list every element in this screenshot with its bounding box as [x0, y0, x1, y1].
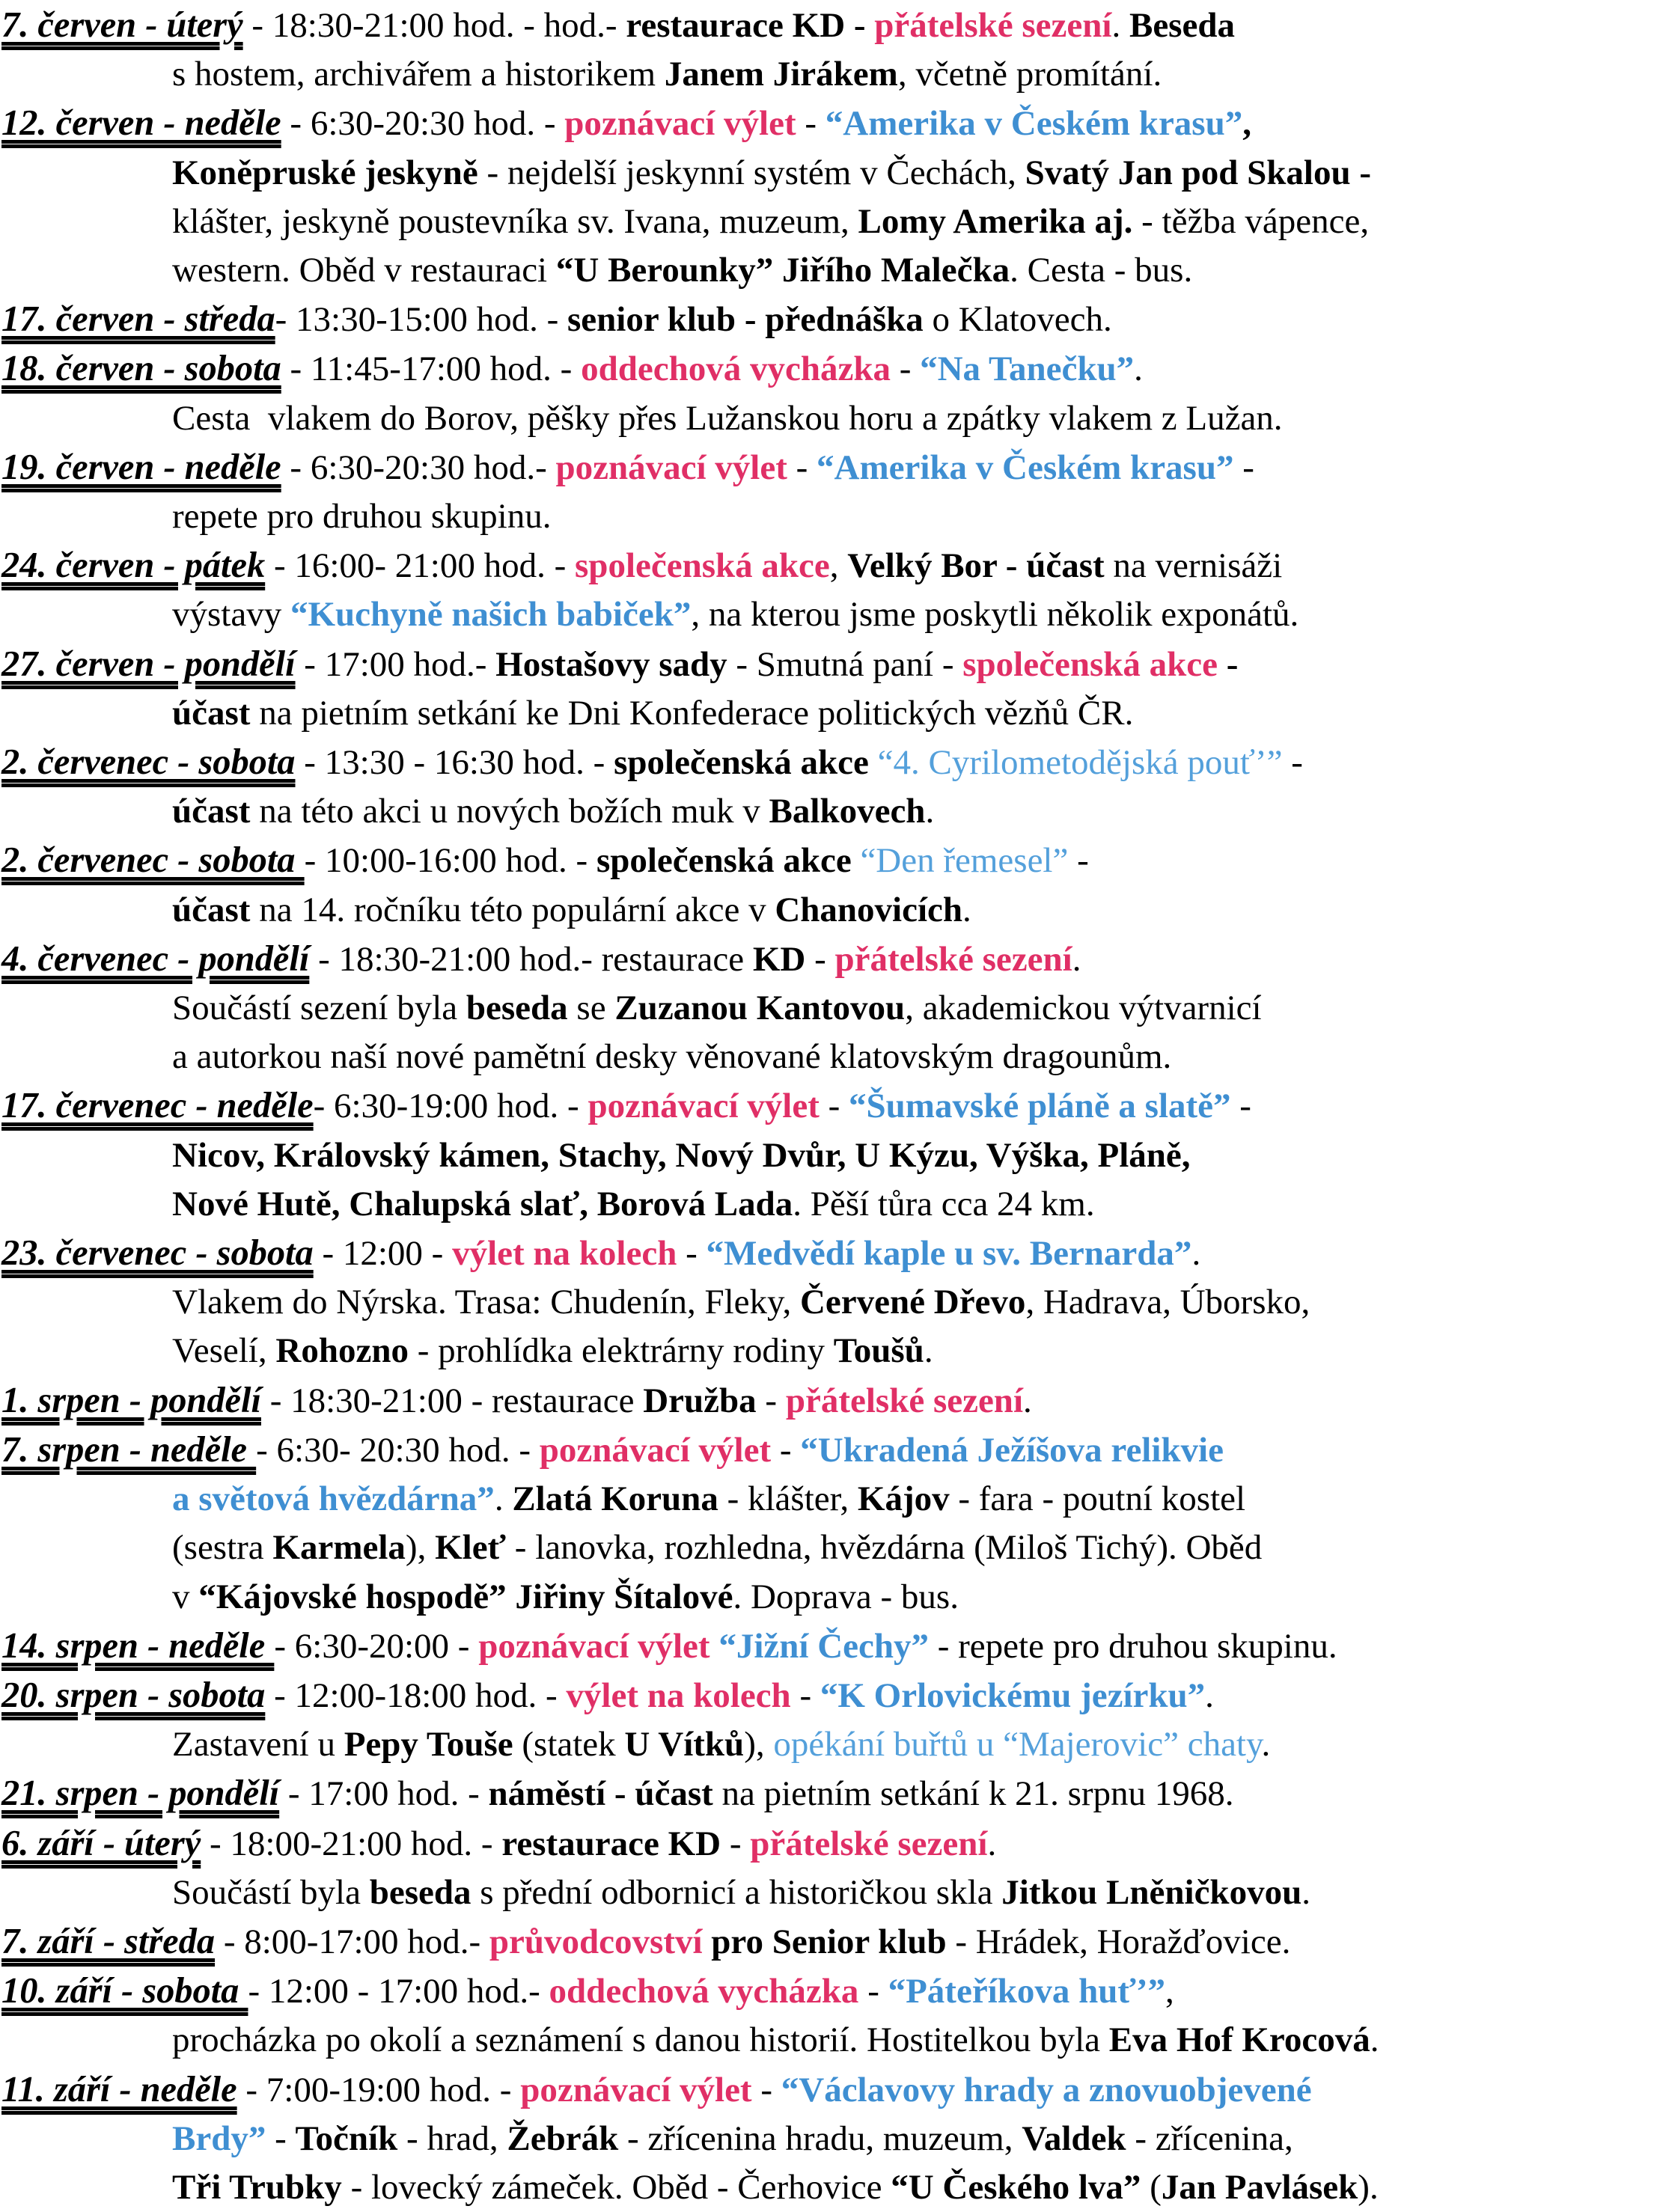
event-line [1, 1967, 1654, 2016]
text-segment: přátelské sezení [750, 1824, 988, 1863]
text-segment: a světová hvězdárna” [172, 1479, 495, 1519]
text-segment: opékání buřtů u “Majerovic” chaty [773, 1725, 1262, 1765]
text-segment: “Páteříkova huť’” [888, 1972, 1166, 2011]
text-segment: a autorkou naší nové pamětní desky věnované klatovským dragounům. [172, 1037, 1172, 1077]
text-segment: . [494, 1479, 513, 1519]
event-line [1, 1524, 1654, 1572]
text-segment: , [829, 546, 848, 586]
text-segment: - [796, 104, 826, 144]
event-line [1, 1180, 1654, 1229]
text-segment: na pietním setkání ke Dni Konfederace politických vězňů ČR. [250, 693, 1134, 733]
text-segment: Červené Dřevo [799, 1283, 1026, 1322]
text-segment: “Medvědí kaple u sv. Bernarda” [706, 1234, 1192, 1274]
text-segment: Kájov [857, 1479, 950, 1519]
event-date: 24. červen - pátek [1, 546, 266, 586]
event-entry [1, 443, 1654, 541]
text-segment: Nicov, Královský kámen, Stachy, Nový Dvůr, U Kýzu, Výška, Pláně, [172, 1135, 1191, 1175]
event-entry [1, 1081, 1654, 1229]
text-segment: . Doprava - bus. [733, 1577, 959, 1616]
text-segment: Veselí, [172, 1331, 276, 1371]
text-segment: . [1370, 2020, 1379, 2060]
event-line [1, 689, 1654, 738]
text-segment: restaurace KD [501, 1824, 721, 1863]
text-segment: . Pěší tůra cca 24 km. [793, 1184, 1095, 1223]
text-segment: - repete pro druhou skupinu. [929, 1626, 1337, 1666]
text-segment: - [751, 2070, 781, 2109]
event-line [1, 886, 1654, 935]
text-segment: - [677, 1234, 707, 1274]
event-line [1, 590, 1654, 639]
event-entry [1, 640, 1654, 738]
text-segment: - [1233, 447, 1254, 487]
event-entry [1, 295, 1654, 344]
text-segment: - 6:30-20:30 hod.- [281, 447, 556, 487]
event-date: 1. srpen - pondělí [1, 1380, 261, 1420]
text-segment: . [925, 792, 935, 831]
text-segment: - lovecký zámeček. Oběd - Čerhovice [341, 2167, 891, 2207]
text-segment: “Šumavské pláně a slatě” [849, 1087, 1231, 1126]
text-segment: - 17:00 hod.- [295, 644, 496, 684]
event-line [1, 2016, 1654, 2065]
text-segment: - 6:30-20:00 - [274, 1626, 479, 1666]
event-line [1, 1327, 1654, 1375]
text-segment: Karmela [272, 1528, 406, 1568]
text-segment: - 11:45-17:00 hod. - [281, 349, 582, 389]
event-entry [1, 1, 1654, 99]
text-segment [869, 743, 878, 782]
text-segment: průvodcovství [489, 1922, 703, 1961]
text-segment: poznávací výlet [520, 2070, 752, 2109]
text-segment: “U Berounky” Jiřího Malečka [555, 251, 1010, 290]
text-segment: - Hrádek, Horažďovice. [946, 1922, 1291, 1961]
text-segment: společenská akce [962, 644, 1218, 684]
event-date: 11. září - neděle [1, 2069, 237, 2109]
event-line [1, 640, 1654, 689]
text-segment: na této akci u nových božích muk v [250, 792, 769, 831]
event-date: 17. červenec - neděle [1, 1086, 314, 1126]
event-date: 2. červenec - sobota [1, 840, 305, 881]
event-line [1, 1622, 1654, 1671]
text-segment: beseda [369, 1872, 472, 1912]
event-line [1, 1033, 1654, 1081]
text-segment: . [1301, 1872, 1310, 1912]
text-segment: - [858, 1972, 888, 2011]
text-segment: - 10:00-16:00 hod. - [304, 841, 596, 881]
text-segment: Cesta vlakem do Borov, pěšky přes Lužanskou horu a zpátky vlakem z Lužan. [172, 398, 1283, 438]
event-line [1, 149, 1654, 198]
event-entry [1, 1376, 1654, 1426]
event-date: 14. srpen - neděle [1, 1625, 275, 1666]
text-segment: poznávací výlet [564, 104, 796, 144]
text-segment: o Klatovech. [923, 300, 1112, 340]
text-segment: - 18:30-21:00 hod.- restaurace [309, 939, 753, 979]
event-date: 19. červen - neděle [1, 447, 281, 487]
text-segment: - prohlídka elektrárny rodiny [408, 1331, 834, 1371]
event-entry [1, 2065, 1654, 2212]
text-segment: ( [1141, 2167, 1162, 2207]
text-segment: ), [405, 1528, 436, 1568]
event-line [1, 2065, 1654, 2115]
text-segment [852, 841, 861, 880]
event-line [1, 738, 1654, 787]
text-segment: Balkovech [769, 792, 926, 831]
event-date: 7. červen - úterý [1, 5, 243, 45]
event-entry [1, 1622, 1654, 1671]
event-line [1, 1475, 1654, 1524]
text-segment: - lanovka, rozhledna, hvězdárna (Miloš Tichý). Oběd [506, 1528, 1263, 1568]
event-line [1, 1, 1654, 50]
text-segment: - [787, 447, 817, 487]
text-segment: Zastavení u [172, 1725, 344, 1765]
event-entry [1, 836, 1654, 934]
text-segment: , [1165, 1972, 1174, 2011]
text-segment: - Smutná paní - [727, 644, 963, 684]
text-segment: Nové Hutě, Chalupská slať, Borová Lada [172, 1184, 793, 1223]
text-segment: . [1191, 1234, 1201, 1274]
event-line [1, 787, 1654, 836]
text-segment: - 12:00 - [313, 1234, 453, 1274]
text-segment: - 18:00-21:00 hod. - [201, 1824, 502, 1863]
text-segment: společenská akce [596, 841, 852, 881]
text-segment: , akademickou výtvarnicí [905, 989, 1262, 1028]
text-segment: výlet na kolech [452, 1234, 677, 1274]
text-segment: s přední odbornicí a historičkou skla [471, 1872, 1002, 1912]
text-segment: . [1072, 939, 1081, 979]
text-segment: - 6:30-19:00 hod. - [313, 1087, 588, 1126]
text-segment: western. Oběd v restauraci [172, 251, 556, 290]
text-segment: Družba [643, 1381, 757, 1420]
text-segment: “Kájovské hospodě” Jiřiny Šítalové [198, 1577, 733, 1616]
text-segment: . [1134, 349, 1143, 389]
event-line [1, 198, 1654, 246]
text-segment: (statek [513, 1725, 625, 1765]
event-line [1, 1720, 1654, 1769]
text-segment: , na kterou jsme poskytli několik exponátů. [691, 595, 1299, 635]
text-segment: senior klub - přednáška [567, 300, 924, 340]
event-entry [1, 1967, 1654, 2065]
event-line [1, 1671, 1654, 1720]
event-date: 2. červenec - sobota [1, 742, 296, 783]
text-segment: klášter, jeskyně poustevníka sv. Ivana, muzeum, [172, 201, 858, 241]
text-segment: “U Českého lva” [891, 2167, 1141, 2207]
text-segment: Velký Bor - účast [847, 546, 1105, 586]
text-segment: , včetně promítání. [897, 55, 1162, 94]
text-segment: “Kuchyně našich babiček” [290, 595, 692, 635]
text-segment: společenská akce [614, 743, 869, 783]
text-segment: výstavy [172, 595, 290, 635]
text-segment: Koněpruské jeskyně [172, 153, 478, 192]
event-entry [1, 541, 1654, 639]
event-date: 10. září - sobota [1, 1971, 248, 2011]
event-entry [1, 1426, 1654, 1622]
text-segment: Vlakem do Nýrska. Trasa: Chudenín, Fleky, [172, 1283, 800, 1322]
text-segment: - zřícenina hradu, muzeum, [618, 2118, 1022, 2158]
text-segment: účast [172, 890, 251, 929]
text-segment: - [805, 939, 835, 979]
text-segment: ). [1358, 2167, 1379, 2207]
text-segment: - nejdelší jeskynní systém v Čechách, [477, 153, 1025, 192]
text-segment: Eva Hof Krocová [1108, 2020, 1370, 2060]
text-segment: . [987, 1824, 997, 1863]
event-line [1, 2115, 1654, 2163]
event-line [1, 1426, 1654, 1475]
event-entry [1, 344, 1654, 442]
text-segment: “Jižní Čechy” [718, 1626, 929, 1666]
event-line [1, 1869, 1654, 1917]
text-segment: Brdy” [172, 2118, 266, 2158]
text-segment: , Hadrava, Úborsko, [1025, 1283, 1310, 1322]
event-line [1, 50, 1654, 99]
text-segment: . [962, 890, 971, 929]
text-segment: “K Orlovickému jezírku” [820, 1675, 1206, 1715]
text-segment: procházka po okolí a seznámení s danou historií. Hostitelkou byla [172, 2020, 1109, 2060]
event-line [1, 984, 1654, 1033]
text-segment: ), [744, 1725, 774, 1765]
event-line [1, 541, 1654, 590]
event-line [1, 1278, 1654, 1327]
text-segment: KD [752, 939, 806, 979]
text-segment: restaurace KD - [626, 6, 875, 45]
text-segment: Beseda [1129, 6, 1235, 45]
text-segment: Jitkou Lněničkovou [1001, 1872, 1302, 1912]
text-segment: - [890, 349, 921, 389]
text-segment: Valdek [1022, 2118, 1126, 2158]
event-line [1, 443, 1654, 492]
text-segment: beseda [466, 989, 568, 1028]
text-segment: Součástí byla [172, 1872, 370, 1912]
event-date: 7. srpen - neděle [1, 1429, 257, 1470]
event-line [1, 935, 1654, 984]
text-segment: , [1242, 104, 1251, 144]
text-segment: Svatý Jan pod Skalou - [1025, 153, 1371, 192]
event-date: 12. červen - neděle [1, 103, 281, 144]
event-line [1, 1917, 1654, 1967]
text-segment: (sestra [172, 1528, 273, 1568]
text-segment: Žebrák [507, 2118, 619, 2158]
text-segment: - 13:30-15:00 hod. - [275, 300, 567, 340]
event-date: 18. červen - sobota [1, 349, 281, 389]
text-segment: - těžba vápence, [1132, 201, 1370, 241]
text-segment: . [1205, 1675, 1214, 1715]
text-segment: Pepy Touše [344, 1725, 513, 1765]
text-segment: výlet na kolech [566, 1675, 791, 1715]
text-segment: - 16:00- 21:00 hod. - [265, 546, 576, 586]
text-segment: Chanovicích [775, 890, 963, 929]
text-segment: přátelské sezení [785, 1381, 1024, 1420]
event-line [1, 1081, 1654, 1131]
text-segment: společenská akce [575, 546, 830, 586]
text-segment: Hostašovy sady [495, 644, 727, 684]
text-segment: poznávací výlet [539, 1430, 772, 1470]
event-date: 20. srpen - sobota [1, 1675, 266, 1715]
text-segment: Kleť [435, 1528, 507, 1568]
text-segment: - 6:30- 20:30 hod. - [256, 1430, 540, 1470]
text-segment: - klášter, [718, 1479, 858, 1519]
text-segment: Janem Jirákem [664, 55, 898, 94]
text-segment: - fara - poutní kostel [949, 1479, 1246, 1519]
text-segment: - [721, 1824, 751, 1863]
event-entry [1, 1819, 1654, 1917]
event-entry [1, 1671, 1654, 1769]
event-line [1, 1573, 1654, 1622]
text-segment: Tři Trubky [172, 2167, 342, 2207]
event-entry [1, 1229, 1654, 1376]
event-line [1, 2163, 1654, 2212]
text-segment: poznávací výlet [478, 1626, 710, 1666]
text-segment: - 7:00-19:00 hod. - [236, 2070, 521, 2109]
text-segment: - 18:30-21:00 hod. - hod.- [242, 6, 626, 45]
text-segment: “Václavovy hrady a znovuobjevené [781, 2070, 1312, 2109]
text-segment: - [1218, 644, 1239, 684]
text-segment: - [756, 1381, 786, 1420]
text-segment: - [819, 1087, 849, 1126]
event-line [1, 394, 1654, 443]
text-segment: “Den řemesel” [860, 841, 1069, 881]
event-line [1, 1376, 1654, 1426]
text-segment: - [1230, 1087, 1251, 1126]
text-segment: na pietním setkání k 21. srpnu 1968. [712, 1774, 1234, 1814]
text-segment: poznávací výlet [555, 447, 787, 487]
text-segment: Jan Pavlásek [1161, 2167, 1358, 2207]
text-segment: - [790, 1675, 820, 1715]
text-segment: v [172, 1577, 199, 1616]
text-segment: - zřícenina, [1126, 2118, 1293, 2158]
event-line [1, 1131, 1654, 1180]
event-date: 6. září - úterý [1, 1823, 201, 1863]
text-segment [710, 1627, 719, 1666]
text-segment: “Amerika v Českém krasu” [825, 104, 1243, 144]
text-segment: “Na Tanečku” [920, 349, 1135, 389]
text-segment: - 12:00 - 17:00 hod.- [248, 1972, 549, 2011]
text-segment: “Ukradená Ježíšova relikvie [800, 1430, 1224, 1470]
text-segment: Zlatá Koruna [512, 1479, 718, 1519]
text-segment: náměstí - účast [488, 1774, 713, 1814]
text-segment: - [771, 1430, 801, 1470]
text-segment: Součástí sezení byla [172, 989, 466, 1028]
text-segment: - 8:00-17:00 hod.- [215, 1922, 489, 1961]
event-date: 4. červenec - pondělí [1, 938, 310, 979]
text-segment: - 13:30 - 16:30 hod. - [295, 743, 614, 783]
event-entry [1, 99, 1654, 295]
event-line [1, 99, 1654, 148]
event-line [1, 1769, 1654, 1818]
event-entry [1, 1769, 1654, 1818]
text-segment: poznávací výlet [588, 1087, 820, 1126]
text-segment: na 14. ročníku této populární akce v [250, 890, 775, 929]
text-segment: - 6:30-20:30 hod. - [281, 104, 565, 144]
event-entry [1, 1917, 1654, 1967]
text-segment: . [1023, 1381, 1032, 1420]
text-segment: oddechová vycházka [549, 1972, 859, 2011]
event-line [1, 1229, 1654, 1278]
event-date: 23. červenec - sobota [1, 1233, 314, 1274]
text-segment: - [1282, 743, 1303, 783]
text-segment: Točník [295, 2118, 398, 2158]
event-date: 27. červen - pondělí [1, 644, 296, 684]
text-segment: repete pro druhou skupinu. [172, 497, 552, 537]
event-line [1, 246, 1654, 295]
text-segment: Toušů [833, 1331, 924, 1371]
text-segment: Zuzanou Kantovou [614, 989, 906, 1028]
text-segment: účast [172, 792, 251, 831]
text-segment: “Amerika v Českém krasu” [817, 447, 1234, 487]
text-segment: s hostem, archivářem a historikem [172, 55, 665, 94]
text-segment: “4. Cyrilometodějská pouť’” [877, 743, 1283, 783]
event-entry [1, 935, 1654, 1082]
event-date: 21. srpen - pondělí [1, 1773, 280, 1814]
event-line [1, 836, 1654, 885]
event-date: 17. červen - středa [1, 299, 275, 340]
text-segment: na vernisáži [1104, 546, 1283, 586]
text-segment: Rohozno [275, 1331, 409, 1371]
text-segment: - 18:30-21:00 - restaurace [260, 1381, 644, 1420]
text-segment: - [1068, 841, 1089, 881]
event-line [1, 295, 1654, 344]
event-line [1, 344, 1654, 394]
event-date: 7. září - středa [1, 1921, 216, 1961]
event-entry [1, 738, 1654, 836]
text-segment: . [1261, 1725, 1271, 1765]
text-segment: přátelské sezení [874, 6, 1112, 45]
event-line [1, 1819, 1654, 1869]
text-segment: . [1111, 6, 1129, 45]
text-segment: přátelské sezení [834, 939, 1072, 979]
event-line [1, 492, 1654, 541]
text-segment: - hrad, [397, 2118, 507, 2158]
text-segment: účast [172, 693, 251, 733]
text-segment: oddechová vycházka [581, 349, 891, 389]
text-segment: pro Senior klub [702, 1922, 947, 1961]
text-segment: se [567, 989, 615, 1028]
text-segment: U Vítků [624, 1725, 745, 1765]
text-segment: . Cesta - bus. [1010, 251, 1193, 290]
text-segment: - 17:00 hod. - [279, 1774, 489, 1814]
text-segment: Lomy Amerika aj. [858, 201, 1133, 241]
text-segment: - [266, 2118, 296, 2158]
text-segment: - 12:00-18:00 hod. - [265, 1675, 567, 1715]
text-segment: . [924, 1331, 933, 1371]
